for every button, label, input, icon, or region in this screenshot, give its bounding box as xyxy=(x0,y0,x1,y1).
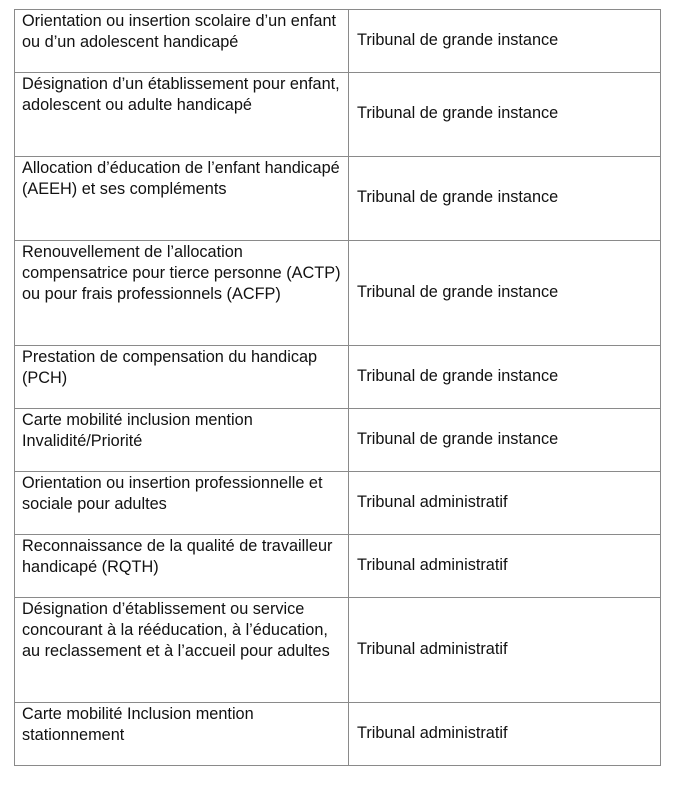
table-row xyxy=(15,703,661,766)
subject-cell xyxy=(15,472,349,535)
subject-text: Désignation d’établissement ou service concourant à la rééducation, à l’éducation, au reclassement et à l’accueil pour adultes xyxy=(22,600,330,660)
court-text: Tribunal de grande instance xyxy=(357,282,559,301)
subject-text: Renouvellement de l’allocation compensatrice pour tierce personne (ACTP) ou pour frais professionnels (ACFP) xyxy=(22,243,341,303)
court-text: Tribunal administratif xyxy=(357,492,508,511)
table-row xyxy=(15,157,661,241)
subject-cell xyxy=(15,73,349,157)
table-row xyxy=(15,472,661,535)
court-text: Tribunal administratif xyxy=(357,639,508,658)
subject-text: Orientation ou insertion scolaire d’un enfant ou d’un adolescent handicapé xyxy=(22,12,337,51)
court-cell xyxy=(349,598,661,703)
court-text: Tribunal de grande instance xyxy=(357,30,559,49)
table-row xyxy=(15,598,661,703)
subject-cell xyxy=(15,703,349,766)
subject-cell xyxy=(15,346,349,409)
jurisdiction-table xyxy=(14,9,661,766)
table-row xyxy=(15,346,661,409)
court-cell xyxy=(349,241,661,346)
court-cell xyxy=(349,703,661,766)
table-row xyxy=(15,10,661,73)
court-text: Tribunal de grande instance xyxy=(357,366,559,385)
court-text: Tribunal de grande instance xyxy=(357,429,559,448)
court-text: Tribunal de grande instance xyxy=(357,188,559,206)
subject-cell xyxy=(15,535,349,598)
court-text: Tribunal administratif xyxy=(357,723,508,742)
table-row xyxy=(15,73,661,157)
court-cell xyxy=(349,409,661,472)
table-row xyxy=(15,535,661,598)
court-cell xyxy=(349,346,661,409)
court-cell xyxy=(349,535,661,598)
court-cell xyxy=(349,10,661,73)
court-cell xyxy=(349,472,661,535)
subject-cell xyxy=(15,409,349,472)
court-cell xyxy=(349,157,661,241)
table-row xyxy=(15,409,661,472)
subject-cell xyxy=(15,241,349,346)
subject-text: Désignation d’un établissement pour enfant, adolescent ou adulte handicapé xyxy=(22,75,340,114)
subject-cell xyxy=(15,10,349,73)
table-row xyxy=(15,241,661,346)
subject-text: Carte mobilité inclusion mention Invalidité/Priorité xyxy=(22,411,253,450)
court-text: Tribunal administratif xyxy=(357,555,508,574)
subject-text: Allocation d’éducation de l’enfant handicapé (AEEH) et ses compléments xyxy=(22,159,340,198)
court-text: Tribunal de grande instance xyxy=(357,104,559,122)
subject-text: Reconnaissance de la qualité de travailleur handicapé (RQTH) xyxy=(22,537,333,576)
subject-text: Orientation ou insertion professionnelle et sociale pour adultes xyxy=(22,474,323,513)
court-cell xyxy=(349,73,661,157)
subject-text: Carte mobilité Inclusion mention stationnement xyxy=(22,705,254,744)
subject-cell xyxy=(15,598,349,703)
subject-text: Prestation de compensation du handicap (PCH) xyxy=(22,348,318,387)
subject-cell xyxy=(15,157,349,241)
